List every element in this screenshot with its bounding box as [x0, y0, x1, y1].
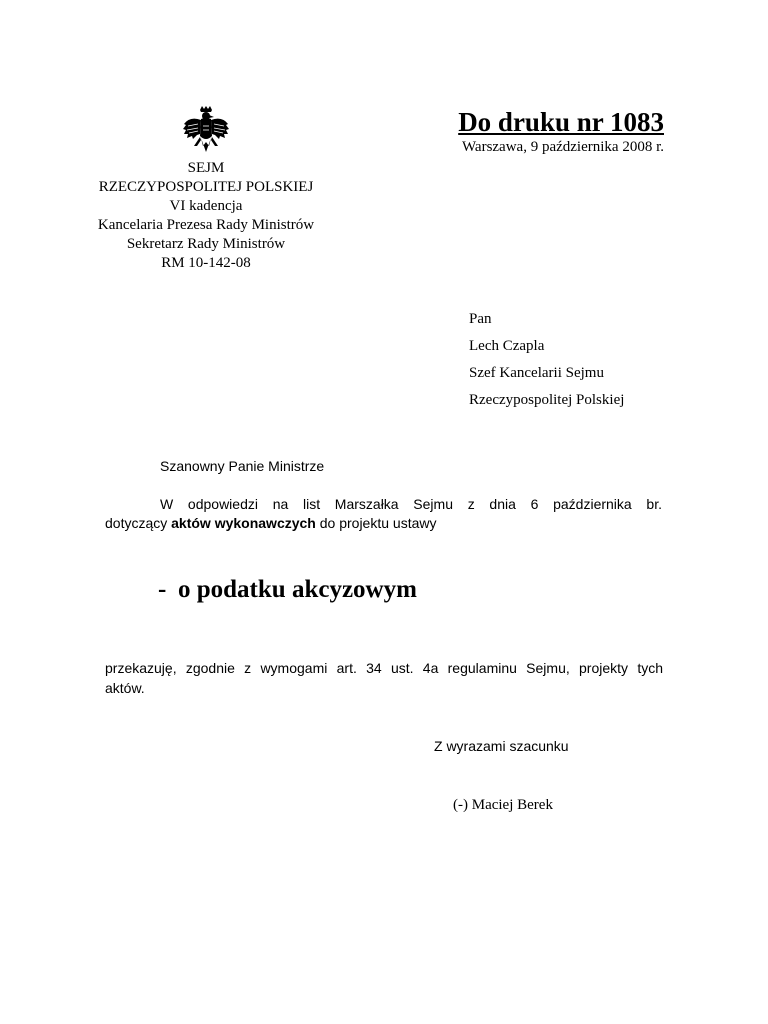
- addressee-line: Lech Czapla: [469, 338, 545, 354]
- paragraph-1-line-2: [105, 515, 436, 531]
- header-line-republic: RZECZYPOSPOLITEJ POLSKIEJ: [98, 179, 314, 195]
- header-line-term: VI kadencja: [169, 198, 243, 214]
- signature: (-) Maciej Berek: [453, 797, 553, 813]
- paragraph-2-line-2: aktów.: [105, 680, 145, 696]
- paragraph-2-line-1: przekazuję, zgodnie z wymogami art. 34 ust. 4a regulaminu Sejmu, projekty tych: [105, 660, 663, 676]
- paragraph-1-prefix: dotyczący: [105, 515, 172, 531]
- header-line-secretary: Sekretarz Rady Ministrów: [126, 236, 286, 252]
- header-line-sejm: SEJM: [187, 160, 225, 176]
- addressee-line: Pan: [469, 311, 492, 327]
- polish-eagle-icon: [182, 106, 230, 156]
- closing-regards: Z wyrazami szacunku: [434, 738, 569, 754]
- header-line-chancellery: Kancelaria Prezesa Rady Ministrów: [97, 217, 315, 233]
- addressee-line: Rzeczypospolitej Polskiej: [469, 392, 625, 408]
- paragraph-1-suffix: do projektu ustawy: [315, 515, 437, 531]
- addressee-line: Szef Kancelarii Sejmu: [469, 365, 604, 381]
- paragraph-1-bold-phrase: aktów wykonawczych: [171, 515, 316, 531]
- header-line-reference: RM 10-142-08: [161, 255, 251, 271]
- document-title: Do druku nr 1083: [458, 107, 664, 137]
- subject-dash: -: [158, 576, 167, 603]
- bill-subject: [158, 574, 417, 606]
- subject-text: o podatku akcyzowym: [178, 576, 417, 603]
- salutation: Szanowny Panie Ministrze: [160, 458, 325, 474]
- document-date: Warszawa, 9 października 2008 r.: [461, 139, 664, 155]
- paragraph-1-line-1: W odpowiedzi na list Marszałka Sejmu z dnia 6 października br.: [160, 496, 662, 512]
